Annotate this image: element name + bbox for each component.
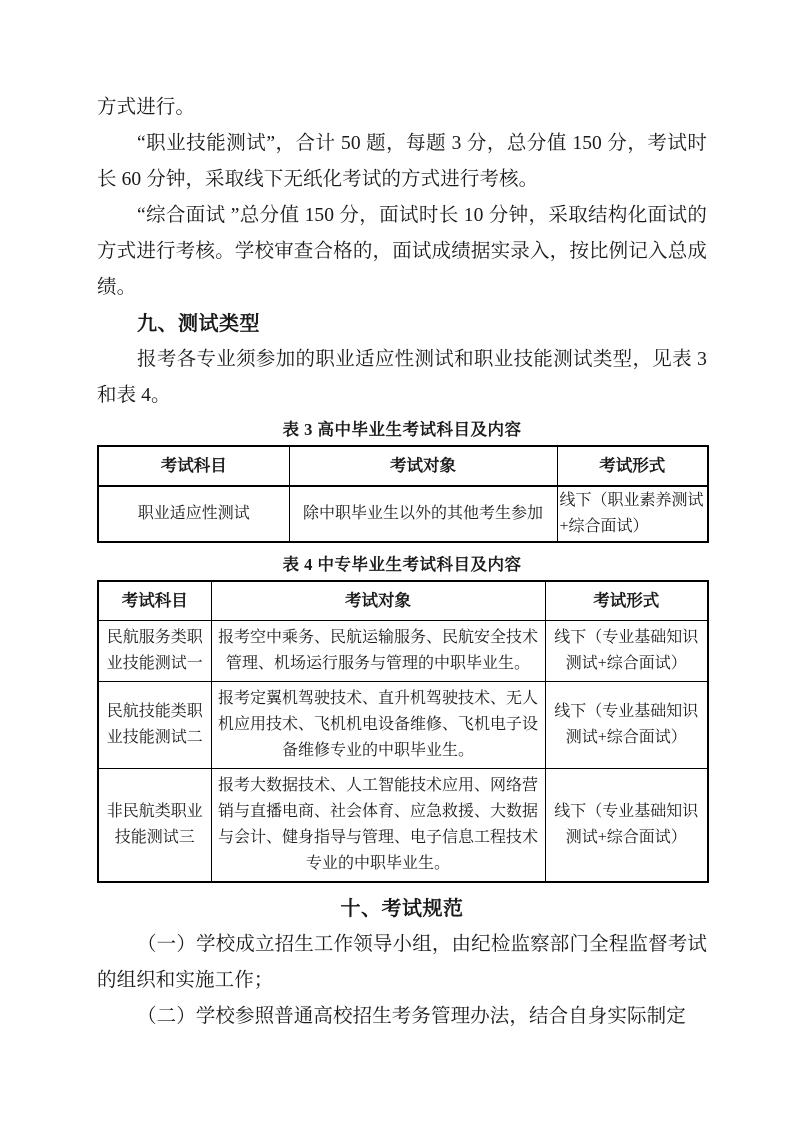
table-row	[98, 621, 708, 682]
table-4-header	[98, 581, 708, 621]
column-header: 考试科目	[98, 446, 289, 486]
section-10-paragraph-2: （二）学校参照普通高校招生考务管理办法，结合自身实际制定	[137, 1006, 686, 1027]
table-cell: 民航技能类职业技能测试二	[98, 682, 211, 769]
table-cell: 非民航类职业技能测试三	[98, 769, 211, 883]
table-cell: 报考定翼机驾驶技术、直升机驾驶技术、无人机应用技术、飞机机电设备维修、飞机电子设备维修专业的中职毕业生。	[211, 682, 545, 769]
table-row	[98, 769, 708, 883]
column-header: 考试形式	[545, 581, 708, 621]
column-header: 考试形式	[557, 446, 708, 486]
section-10-paragraph-1: （一）学校成立招生工作领导小组，由纪检监察部门全程监督考试的组织和实施工作；	[97, 934, 707, 991]
column-header: 考试对象	[211, 581, 545, 621]
interview-paragraph: “综合面试 ”总分值 150 分，面试时长 10 分钟，采取结构化面试的方式进行考核。学校审查合格的，面试成绩据实录入，按比例记入总成绩。	[97, 205, 707, 298]
table-3-title: 表 3 高中毕业生考试科目及内容	[282, 420, 522, 439]
table-4-title: 表 4 中专毕业生考试科目及内容	[282, 555, 522, 574]
table-cell: 线下（专业基础知识测试+综合面试）	[545, 621, 708, 682]
table-3-header	[98, 446, 708, 486]
table-cell: 除中职毕业生以外的其他考生参加	[289, 486, 557, 542]
table-cell: 民航服务类职业技能测试一	[98, 621, 211, 682]
skill-test-paragraph: “职业技能测试”，合计 50 题，每题 3 分，总分值 150 分，考试时长 60 分钟，采取线下无纸化考试的方式进行考核。	[97, 133, 707, 190]
continuation-paragraph: 方式进行。	[97, 97, 196, 118]
table-row	[98, 446, 708, 486]
table-4	[97, 580, 709, 883]
table-cell: 线下（职业素养测试+综合面试）	[557, 486, 708, 542]
section-10-heading: 十、考试规范	[340, 898, 464, 920]
table-row	[98, 486, 708, 542]
table-cell: 线下（专业基础知识测试+综合面试）	[545, 682, 708, 769]
table-row	[98, 682, 708, 769]
table-3	[97, 445, 709, 543]
table-cell: 职业适应性测试	[98, 486, 289, 542]
section-9-heading: 九、测试类型	[137, 313, 260, 335]
table-cell: 线下（专业基础知识测试+综合面试）	[545, 769, 708, 883]
column-header: 考试对象	[289, 446, 557, 486]
table-row	[98, 581, 708, 621]
column-header: 考试科目	[98, 581, 211, 621]
table-cell: 报考大数据技术、人工智能技术应用、网络营销与直播电商、社会体育、应急救援、大数据与会计、健身指导与管理、电子信息工程技术专业的中职毕业生。	[211, 769, 545, 883]
table-cell: 报考空中乘务、民航运输服务、民航安全技术管理、机场运行服务与管理的中职毕业生。	[211, 621, 545, 682]
section-9-paragraph: 报考各专业须参加的职业适应性测试和职业技能测试类型，见表 3 和表 4。	[97, 349, 707, 406]
